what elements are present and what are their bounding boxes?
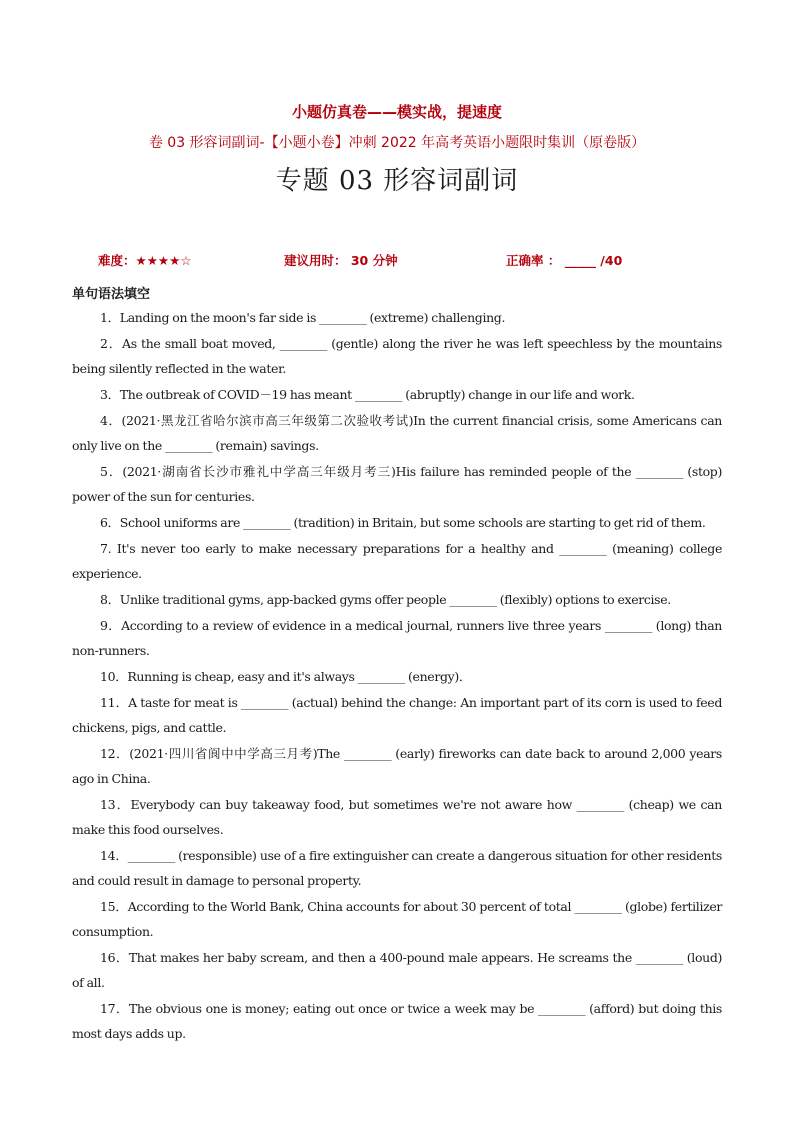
question-item: 11．A taste for meat is ________ (actual) behind the change: An important part of its corn is used to feed chickens, pigs, and cattle.: [72, 695, 722, 735]
page-title: 专题 03 形容词副词: [275, 166, 519, 196]
question-item: 3．The outbreak of COVID－19 has meant ________ (abruptly) change in our life and work.: [100, 387, 635, 402]
question-item: 10．Running is cheap, easy and it's always ________ (energy)．: [100, 669, 472, 684]
question-item: 6．School uniforms are ________ (tradition) in Britain, but some schools are starting to get rid of them.: [100, 515, 706, 530]
question-item: 2．As the small boat moved, ________ (gentle) along the river he was left speechless by the mountains being silently reflected in the water.: [72, 336, 722, 376]
question-item: 7. It's never too early to make necessary preparations for a healthy and ________ (meaning) college experience.: [72, 541, 722, 581]
section-title: 单句语法填空: [72, 287, 151, 302]
question-item: 17．The obvious one is money; eating out once or twice a week may be ________ (afford) but doing this most days adds up.: [72, 1001, 722, 1041]
meta-row: [98, 251, 738, 271]
suggested-time-label: 建议用时： 30 分钟: [284, 253, 398, 268]
question-item: 9．According to a review of evidence in a medical journal, runners live three years ________ (long) than non-runners.: [72, 618, 722, 658]
accuracy-label: 正确率 ： _____ /40: [506, 253, 623, 268]
question-item: 8．Unlike traditional gyms, app-backed gyms offer people ________ (flexibly) options to exercise.: [100, 592, 671, 607]
question-list: [72, 305, 722, 1047]
difficulty-label: 难度：★★★★☆: [98, 253, 192, 268]
question-item: 1．Landing on the moon's far side is ________ (extreme) challenging.: [100, 310, 506, 325]
question-item: 12．(2021·四川省阆中中学高三月考)The ________ (early) fireworks can date back to around 2,000 years ago in China.: [72, 746, 722, 786]
question-item: 13．Everybody can buy takeaway food, but sometimes we're not aware how ________ (cheap) we can make this food ourselves.: [72, 797, 722, 837]
question-item: 14．________ (responsible) use of a fire extinguisher can create a dangerous situation for other residents and could result in damage to personal property.: [72, 848, 722, 888]
header-subtitle: 卷 03 形容词副词-【小题小卷】冲刺 2022 年高考英语小题限时集训（原卷版）: [148, 135, 646, 151]
question-item: 4．(2021·黑龙江省哈尔滨市高三年级第二次验收考试)In the current financial crisis, some Americans can only live on the ________ (remain) savings.: [72, 413, 722, 453]
question-item: 16．That makes her baby scream, and then a 400-pound male appears. He screams the ________ (loud) of all.: [72, 950, 722, 990]
question-item: 5．(2021·湖南省长沙市雅礼中学高三年级月考三)His failure has reminded people of the ________ (stop) power of the sun for centuries.: [72, 464, 722, 504]
question-item: 15．According to the World Bank, China accounts for about 30 percent of total ________ (globe) fertilizer consumption.: [72, 899, 722, 939]
header-tagline: 小题仿真卷——模实战，提速度: [291, 103, 502, 121]
